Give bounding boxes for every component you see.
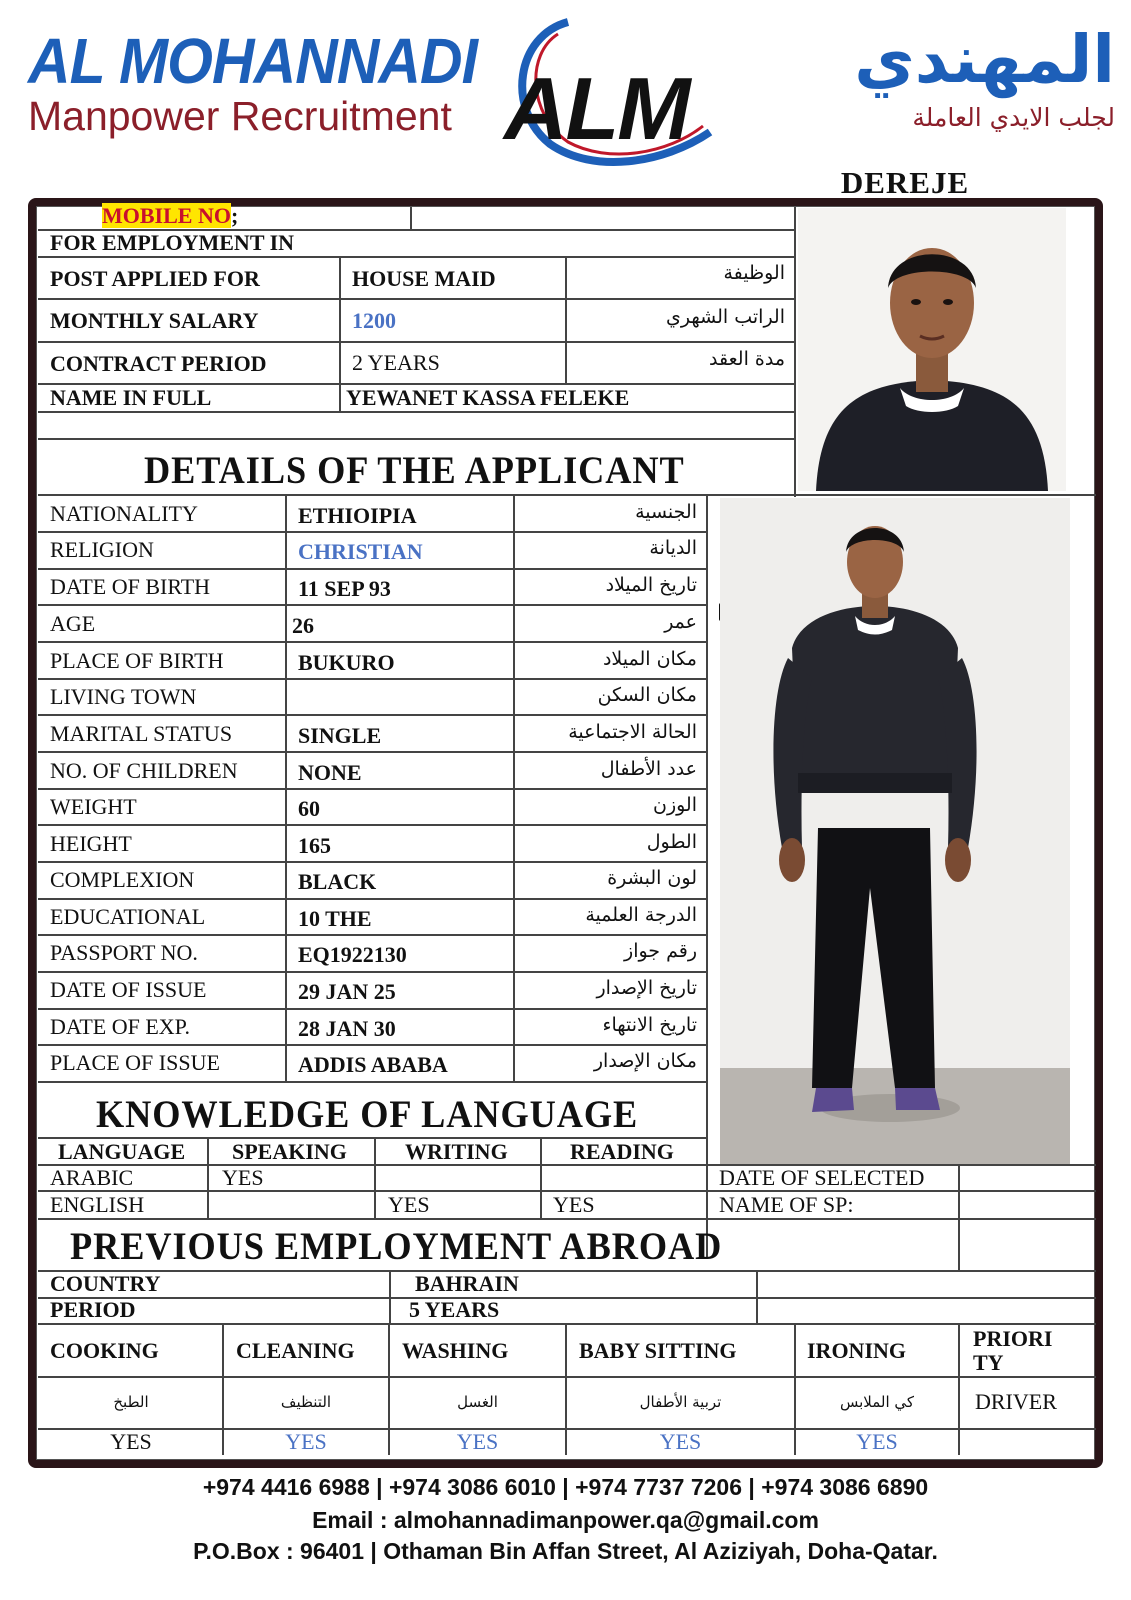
language-row-arabic: ARABIC: [50, 1165, 134, 1190]
religion-value: CHRISTIAN: [298, 539, 423, 564]
issue-date-value: 29 JAN 25: [298, 979, 396, 1004]
passport-label: PASSPORT NO.: [50, 940, 198, 965]
contract-label-arabic: مدة العقد: [709, 348, 785, 370]
place-of-issue-arabic: مكان الإصدار: [593, 1050, 697, 1072]
nationality-label: NATIONALITY: [50, 501, 198, 526]
salary-label-arabic: الراتب الشهري: [666, 306, 785, 328]
language-header-reading: READING: [570, 1139, 674, 1164]
skill-babysitting-value: YES: [659, 1429, 702, 1454]
passport-arabic: رقم جواز: [624, 940, 697, 962]
post-label: POST APPLIED FOR: [50, 266, 260, 291]
issue-date-label: DATE OF ISSUE: [50, 977, 207, 1002]
period-value: 5 YEARS: [409, 1297, 500, 1322]
date-selected-label: DATE OF SELECTED: [719, 1165, 925, 1190]
children-arabic: عدد الأطفال: [600, 758, 697, 780]
footer-phones: +974 4416 6988 | +974 3086 6010 | +974 7737 7206 | +974 3086 6890: [202, 1474, 929, 1500]
skill-babysitting-arabic: تربية الأطفال: [639, 1393, 722, 1411]
salary-label: MONTHLY SALARY: [50, 308, 259, 333]
skill-washing-label: WASHING: [402, 1338, 509, 1363]
skill-cleaning-value: YES: [285, 1429, 327, 1454]
applicant-portrait-photo: [798, 208, 1066, 491]
complexion-value: BLACK: [298, 869, 377, 894]
salary-value: 1200: [352, 308, 396, 333]
mobile-label: MOBILE NO;: [102, 203, 239, 228]
arabic-speaking: YES: [222, 1165, 264, 1190]
priority-label-line-1: PRIORI: [973, 1326, 1053, 1351]
agent-name: DEREJE: [840, 165, 970, 200]
skill-babysitting-label: BABY SITTING: [579, 1338, 737, 1363]
weight-value: 60: [298, 796, 320, 821]
priority-value: DRIVER: [975, 1389, 1057, 1414]
height-arabic: الطول: [646, 831, 697, 853]
language-header-language: LANGUAGE: [58, 1139, 186, 1164]
skill-cleaning-arabic: التنظيف: [280, 1393, 332, 1411]
skill-ironing-label: IRONING: [807, 1338, 907, 1363]
expiry-date-label: DATE OF EXP.: [50, 1014, 190, 1039]
marital-arabic: الحالة الاجتماعية: [568, 721, 697, 743]
education-value: 10 THE: [298, 906, 372, 931]
height-value: 165: [298, 833, 331, 858]
living-town-arabic: مكان السكن: [597, 684, 697, 706]
marital-value: SINGLE: [298, 723, 382, 748]
complexion-label: COMPLEXION: [50, 867, 195, 892]
priority-label-line-2: TY: [973, 1350, 1004, 1375]
skill-washing-arabic: الغسل: [457, 1393, 498, 1411]
brand-subtitle-arabic: لجلب الايدي العاملة: [912, 103, 1115, 132]
name-label: NAME IN FULL: [50, 385, 212, 410]
weight-label: WEIGHT: [50, 794, 137, 819]
country-value: BAHRAIN: [415, 1271, 519, 1296]
contract-label: CONTRACT PERIOD: [50, 351, 267, 376]
details-title: DETAILS OF THE APPLICANT: [144, 449, 685, 492]
weight-arabic: الوزن: [652, 794, 697, 816]
living-town-label: LIVING TOWN: [50, 684, 197, 709]
post-value: HOUSE MAID: [352, 266, 496, 291]
brand-name: AL MOHANNADI: [28, 25, 478, 97]
marital-label: MARITAL STATUS: [50, 721, 233, 746]
language-row-english: ENGLISH: [50, 1192, 145, 1217]
nationality-value: ETHIOIPIA: [298, 503, 417, 528]
previous-employment-title: PREVIOUS EMPLOYMENT ABROAD: [70, 1225, 723, 1268]
skill-ironing-arabic: كي الملابس: [839, 1393, 915, 1411]
dob-label: DATE OF BIRTH: [50, 574, 211, 599]
issue-date-arabic: تاريخ الإصدار: [596, 977, 697, 999]
brand-block-arabic: [745, 18, 1115, 134]
age-arabic: عمر: [664, 611, 697, 633]
post-label-arabic: الوظيفة: [723, 262, 785, 284]
name-value: YEWANET KASSA FELEKE: [346, 385, 630, 410]
footer-email: Email : almohannadimanpower.qa@gmail.com: [312, 1507, 819, 1533]
brand-block: [28, 25, 498, 139]
religion-label: RELIGION: [50, 537, 154, 562]
height-label: HEIGHT: [50, 831, 132, 856]
religion-arabic: الديانة: [649, 537, 697, 559]
pob-arabic: مكان الميلاد: [602, 648, 697, 670]
contract-value: 2 YEARS: [352, 350, 440, 375]
skill-cooking-value: YES: [110, 1429, 152, 1454]
employment-label: FOR EMPLOYMENT IN: [50, 230, 295, 255]
brand-name-arabic: المهندي: [854, 21, 1115, 98]
passport-value: EQ1922130: [298, 942, 407, 967]
complexion-arabic: لون البشرة: [607, 867, 697, 889]
english-reading: YES: [553, 1192, 595, 1217]
language-header-writing: WRITING: [405, 1139, 508, 1164]
education-arabic: الدرجة العلمية: [585, 904, 697, 926]
logo-text: ALM: [504, 59, 689, 158]
english-writing: YES: [388, 1192, 430, 1217]
skill-washing-value: YES: [456, 1429, 499, 1454]
sponsor-name-label: NAME OF SP:: [719, 1192, 854, 1217]
period-label: PERIOD: [50, 1297, 136, 1322]
place-of-issue-label: PLACE OF ISSUE: [50, 1050, 220, 1075]
language-title: KNOWLEDGE OF LANGUAGE: [96, 1093, 639, 1136]
skill-cooking-label: COOKING: [50, 1338, 159, 1363]
skill-cooking-arabic: الطبخ: [113, 1393, 149, 1411]
pob-value: BUKURO: [298, 650, 395, 675]
alm-logo: [498, 14, 728, 179]
skill-cleaning-label: CLEANING: [236, 1338, 355, 1363]
expiry-date-arabic: تاريخ الانتهاء: [602, 1014, 697, 1036]
language-header-speaking: SPEAKING: [232, 1139, 347, 1164]
dob-arabic: تاريخ الميلاد: [605, 574, 697, 596]
footer-address: P.O.Box : 96401 | Othaman Bin Affan Street, Al Aziziyah, Doha-Qatar.: [193, 1538, 938, 1564]
education-label: EDUCATIONAL: [50, 904, 206, 929]
skill-ironing-value: YES: [856, 1429, 898, 1454]
brand-subtitle: Manpower Recruitment: [28, 93, 452, 139]
place-of-issue-value: ADDIS ABABA: [298, 1052, 448, 1077]
age-label: AGE: [50, 611, 96, 636]
children-value: NONE: [298, 760, 362, 785]
age-value: 26: [292, 613, 314, 638]
children-label: NO. OF CHILDREN: [50, 758, 238, 783]
applicant-full-photo: [720, 498, 1070, 1164]
expiry-date-value: 28 JAN 30: [298, 1016, 396, 1041]
pob-label: PLACE OF BIRTH: [50, 648, 224, 673]
dob-value: 11 SEP 93: [298, 576, 391, 601]
nationality-arabic: الجنسية: [635, 501, 697, 523]
country-label: COUNTRY: [50, 1271, 161, 1296]
